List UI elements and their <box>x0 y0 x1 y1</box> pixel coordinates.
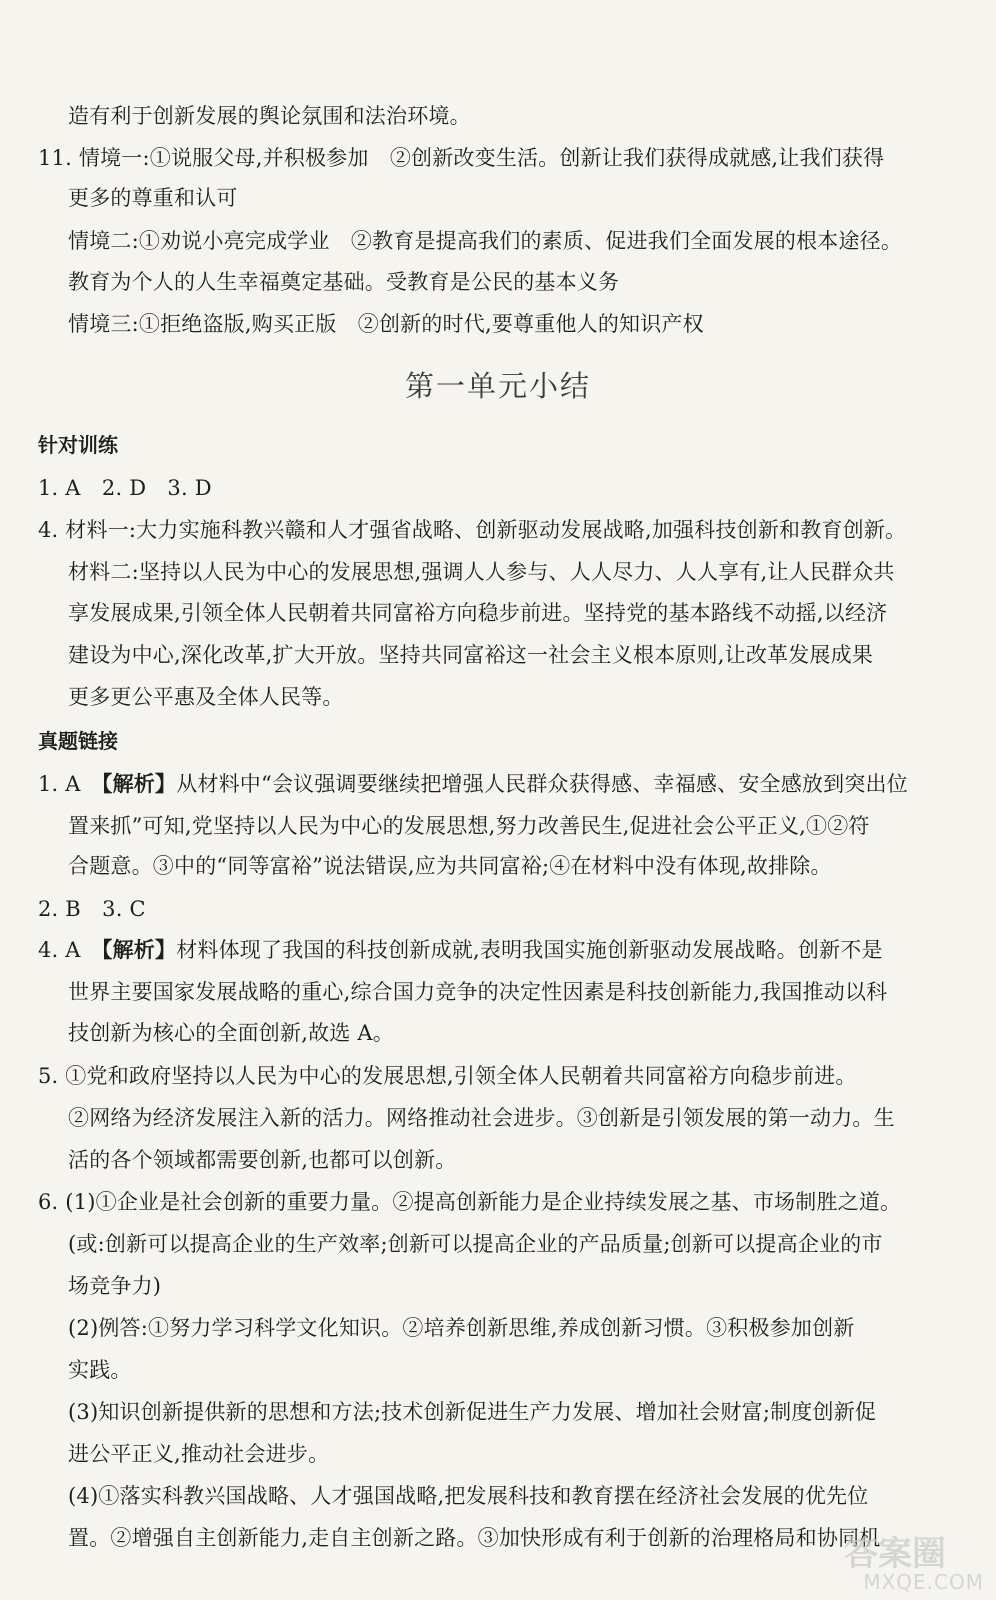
text-line: (2)例答:①努力学习科学文化知识。②培养创新思维,养成创新习惯。③积极参加创新 <box>68 1316 855 1340</box>
text-line: 活的各个领域都需要创新,也都可以创新。 <box>68 1148 457 1172</box>
text-line: 更多的尊重和认可 <box>68 186 238 210</box>
text-line: 6. (1)①企业是社会创新的重要力量。②提高创新能力是企业持续发展之基、市场制胜之道。 <box>38 1190 902 1214</box>
text-line: (4)①落实科教兴国战略、人才强国战略,把发展科技和教育摆在经济社会发展的优先位 <box>68 1484 869 1508</box>
question-number: 4. A <box>38 938 102 962</box>
text-line: 5. ①党和政府坚持以人民为中心的发展思想,引领全体人民朝着共同富裕方向稳步前进。 <box>38 1064 857 1088</box>
text-line: 建设为中心,深化改革,扩大开放。坚持共同富裕这一社会主义根本原则,让改革发展成果 <box>68 643 874 667</box>
text-line: 进公平正义,推动社会进步。 <box>68 1442 330 1466</box>
text-line: 4. 材料一:大力实施科教兴赣和人才强省战略、创新驱动发展战略,加强科技创新和教育创新。 <box>38 518 907 542</box>
text-line: 享发展成果,引领全体人民朝着共同富裕方向稳步前进。坚持党的基本路线不动摇,以经济 <box>68 601 888 625</box>
text-line: 造有利于创新发展的舆论氛围和法治环境。 <box>68 104 471 128</box>
text-line: 教育为个人的人生幸福奠定基础。受教育是公民的基本义务 <box>68 270 620 294</box>
question-number: 1. A <box>38 772 102 796</box>
watermark-logo <box>814 1526 984 1596</box>
watermark-text: MXQE.COM <box>863 1570 984 1594</box>
text-line: 置来抓”可知,党坚持以人民为中心的发展思想,努力改善民生,促进社会公平正义,①②符 <box>68 814 870 838</box>
watermark-mark: 答案圈 <box>844 1534 946 1574</box>
text-line: (或:创新可以提高企业的生产效率;创新可以提高企业的产品质量;创新可以提高企业的市 <box>68 1232 883 1256</box>
text-line: 场竞争力) <box>68 1274 162 1298</box>
text-line <box>38 934 966 966</box>
analysis-text: 材料体现了我国的科技创新成就,表明我国实施创新驱动发展战略。创新不是 <box>176 938 883 962</box>
text-line: 11. 情境一:①说服父母,并积极参加 ②创新改变生活。创新让我们获得成就感,让我们获得 <box>38 146 885 170</box>
text-line: 情境三:①拒绝盗版,购买正版 ②创新的时代,要尊重他人的知识产权 <box>68 312 704 336</box>
text-line: 材料二:坚持以人民为中心的发展思想,强调人人参与、人人尽力、人人享有,让人民群众共 <box>68 560 895 584</box>
unit-title: 第一单元小结 <box>404 369 591 403</box>
text-line: 置。②增强自主创新能力,走自主创新之路。③加快形成有利于创新的治理格局和协同机 <box>68 1526 881 1550</box>
text-line: 实践。 <box>68 1358 132 1382</box>
analysis-tag: 【解析】 <box>101 938 177 962</box>
section-title: 真题链接 <box>38 729 118 753</box>
analysis-text: 从材料中“会议强调要继续把增强人民群众获得感、幸福感、安全感放到突出位 <box>176 772 908 796</box>
text-line: 更多更公平惠及全体人民等。 <box>68 685 344 709</box>
text-line: 情境二:①劝说小亮完成学业 ②教育是提高我们的素质、促进我们全面发展的根本途径。 <box>68 229 903 253</box>
text-line: 技创新为核心的全面创新,故选 A。 <box>68 1021 394 1045</box>
text-line: (3)知识创新提供新的思想和方法;技术创新促进生产力发展、增加社会财富;制度创新促 <box>68 1400 877 1424</box>
text-line: ②网络为经济发展注入新的活力。网络推动社会进步。③创新是引领发展的第一动力。生 <box>68 1106 895 1130</box>
analysis-tag: 【解析】 <box>101 772 177 796</box>
text-line: 世界主要国家发展战略的重心,综合国力竞争的决定性因素是科技创新能力,我国推动以科 <box>68 980 888 1004</box>
text-line <box>38 768 966 800</box>
text-line: 合题意。③中的“同等富裕”说法错误,应为共同富裕;④在材料中没有体现,故排除。 <box>68 854 832 878</box>
text-line: 1. A 2. D 3. D <box>38 476 212 500</box>
section-title: 针对训练 <box>38 433 118 457</box>
text-line: 2. B 3. C <box>38 897 146 921</box>
